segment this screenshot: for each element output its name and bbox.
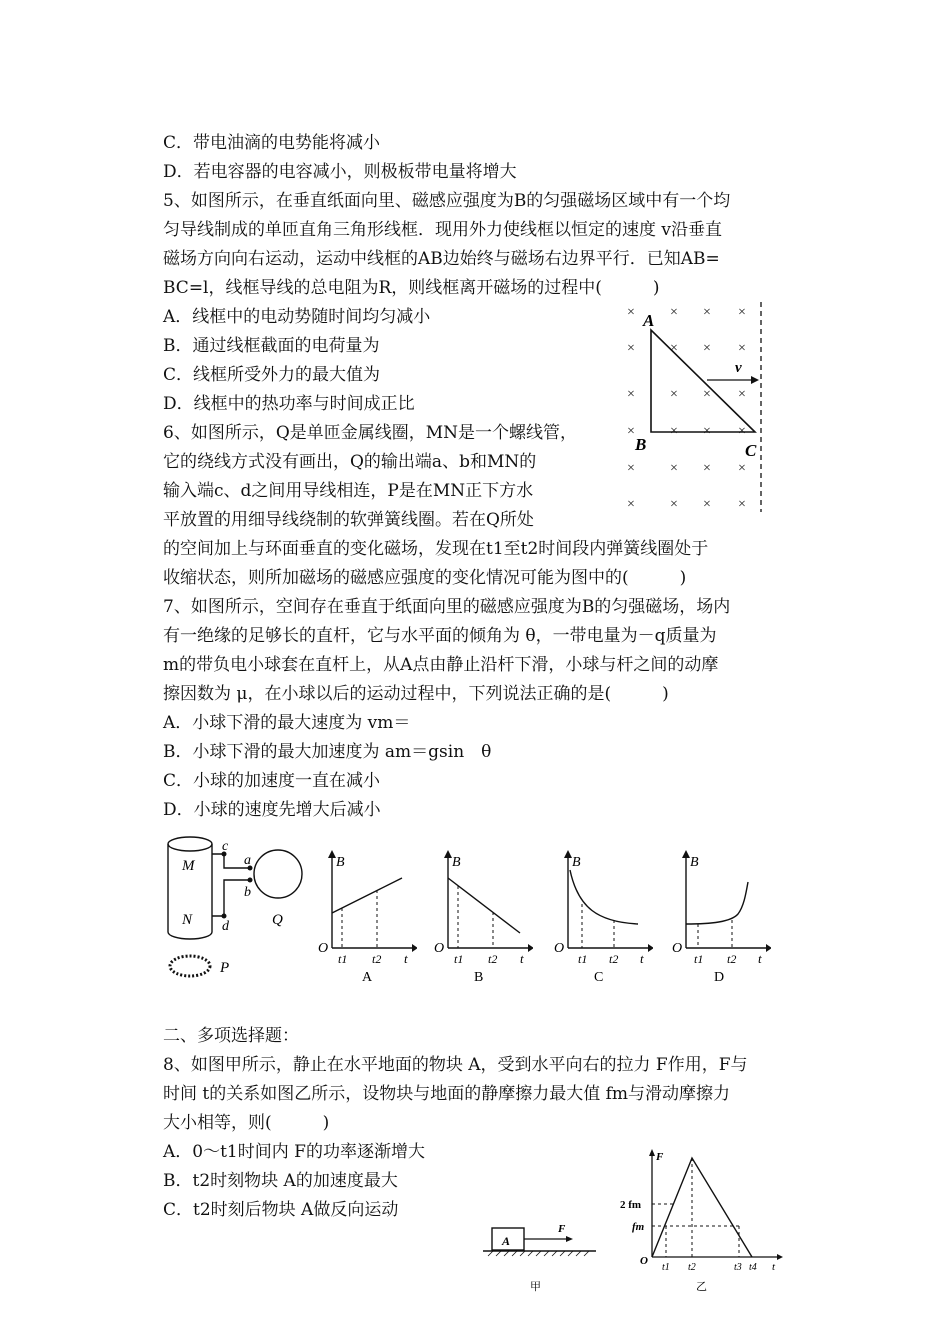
svg-text:F: F	[656, 1151, 664, 1163]
svg-text:×: ×	[627, 341, 635, 356]
svg-text:×: ×	[738, 387, 746, 402]
vertex-b-label: B	[635, 435, 647, 454]
svg-text:×: ×	[703, 424, 711, 439]
question-5-line2: 匀导线制成的单匝直角三角形线框．现用外力使线框以恒定的速度 v沿垂直	[163, 220, 723, 240]
spring-coil-p-label: P	[220, 960, 230, 976]
svg-text:×: ×	[670, 424, 678, 439]
svg-text:×: ×	[627, 497, 635, 512]
svg-text:fm: fm	[632, 1221, 645, 1233]
svg-text:t2: t2	[609, 952, 619, 966]
svg-text:O: O	[434, 941, 445, 956]
question-7-line3: m的带负电小球套在直杆上，从A点由静止沿杆下滑，小球与杆之间的动摩	[163, 655, 719, 675]
terminal-b-label: b	[244, 885, 251, 900]
question-7-option-a: A．小球下滑的最大速度为 vm＝	[163, 713, 411, 733]
question-7-option-b: B．小球下滑的最大加速度为 am＝gsin θ	[163, 742, 492, 762]
question-7-line2: 有一绝缘的足够长的直杆，它与水平面的倾角为 θ，一带电量为－q质量为	[163, 626, 717, 646]
question-5-option-a: A．线框中的电动势随时间均匀减小	[163, 307, 431, 327]
graph-a-caption: A	[362, 970, 373, 984]
svg-text:t1: t1	[578, 952, 588, 966]
question-6-line4: 平放置的用细导线绕制的软弹簧线圈。若在Q所处	[163, 510, 534, 530]
question-8-line2: 时间 t的关系如图乙所示，设物块与地面的静摩擦力最大值 fm与滑动摩擦力	[163, 1084, 731, 1104]
svg-text:t1: t1	[338, 952, 348, 966]
option-5c-prev: C．带电油滴的电势能将减小	[163, 133, 381, 153]
svg-text:×: ×	[703, 497, 711, 512]
question-7-line1: 7、如图所示，空间存在垂直于纸面向里的磁感应强度为B的匀强磁场，场内	[163, 597, 731, 617]
question-8-option-b: B．t2时刻物块 A的加速度最大	[163, 1171, 398, 1191]
svg-text:×: ×	[738, 305, 746, 320]
graph-a-curve	[332, 878, 402, 913]
svg-text:B: B	[452, 855, 461, 870]
svg-text:t4: t4	[749, 1262, 757, 1273]
graph-d	[666, 848, 771, 984]
graph-d-curve	[686, 882, 748, 924]
svg-text:×: ×	[738, 424, 746, 439]
question-5-option-c: C．线框所受外力的最大值为	[163, 365, 381, 385]
section-heading: 二、多项选择题：	[163, 1026, 299, 1046]
terminal-a-label: a	[244, 853, 251, 868]
graph-b-caption: B	[474, 970, 484, 984]
svg-text:t2: t2	[372, 952, 382, 966]
graph-c-caption: C	[594, 970, 604, 984]
question-5-line3: 磁场方向向右运动，运动中线框的AB边始终与磁场右边界平行．已知AB=	[163, 249, 720, 269]
svg-text:×: ×	[670, 497, 678, 512]
option-5d-prev: D．若电容器的电容减小，则极板带电量将增大	[163, 162, 517, 182]
solenoid-m-label: M	[182, 858, 195, 874]
svg-text:×: ×	[703, 461, 711, 476]
question-5-option-d: D．线框中的热功率与时间成正比	[163, 394, 415, 414]
svg-text:t2: t2	[688, 1262, 696, 1273]
svg-text:O: O	[672, 941, 683, 956]
svg-text:F: F	[558, 1223, 566, 1235]
question-8-option-a: A．0～t1时间内 F的功率逐渐增大	[163, 1142, 425, 1162]
graph-b-curve	[448, 878, 520, 933]
question-5-line1: 5、如图所示，在垂直纸面向里、磁感应强度为B的匀强磁场区域中有一个均	[163, 191, 731, 211]
svg-text:×: ×	[703, 305, 711, 320]
spring-coil-p	[170, 956, 210, 976]
question-6-line2: 它的绕线方式没有画出，Q的输出端a、b和MN的	[163, 452, 537, 472]
question-6-line3: 输入端c、d之间用导线相连，P是在MN正下方水	[163, 481, 534, 501]
question-7-option-c: C．小球的加速度一直在减小	[163, 771, 381, 791]
question-8-line1: 8、如图甲所示，静止在水平地面的物块 A，受到水平向右的拉力 F作用，F与	[163, 1055, 748, 1075]
question-6-line6: 收缩状态，则所加磁场的磁感应强度的变化情况可能为图中的( )	[163, 568, 687, 588]
force-graph-caption: 乙	[696, 1281, 707, 1293]
block-figure	[478, 1218, 603, 1298]
force-curve	[652, 1158, 752, 1257]
vertex-c-label: C	[745, 441, 757, 460]
svg-text:×: ×	[738, 341, 746, 356]
svg-text:×: ×	[738, 461, 746, 476]
svg-text:B: B	[690, 855, 699, 870]
solenoid-n-label: N	[182, 912, 193, 928]
velocity-label: v	[735, 360, 742, 376]
question-8-line3: 大小相等，则( )	[163, 1113, 330, 1133]
terminal-c-label: c	[222, 839, 229, 854]
block-figure-caption: 甲	[530, 1281, 541, 1293]
question-8-option-c: C．t2时刻后物块 A做反向运动	[163, 1200, 399, 1220]
svg-text:t: t	[772, 1261, 776, 1273]
svg-text:×: ×	[670, 305, 678, 320]
force-time-graph	[612, 1140, 792, 1295]
svg-text:×: ×	[627, 424, 635, 439]
svg-text:t: t	[520, 951, 524, 966]
graph-b	[428, 848, 533, 984]
coil-apparatus-figure	[160, 830, 310, 990]
svg-text:2 fm: 2 fm	[620, 1199, 642, 1211]
svg-text:t1: t1	[694, 952, 704, 966]
svg-text:t: t	[404, 951, 408, 966]
question-7-option-d: D．小球的速度先增大后减小	[163, 800, 381, 820]
svg-text:t2: t2	[488, 952, 498, 966]
svg-text:t1: t1	[454, 952, 464, 966]
triangle-field-figure	[615, 298, 775, 518]
svg-text:B: B	[336, 855, 345, 870]
vertex-a-label: A	[643, 311, 655, 330]
loop-q-label: Q	[272, 912, 283, 928]
svg-text:t2: t2	[727, 952, 737, 966]
svg-text:×: ×	[670, 341, 678, 356]
svg-text:B: B	[572, 855, 581, 870]
question-5-line4: BC=l，线框导线的总电阻为R，则线框离开磁场的过程中( )	[163, 278, 660, 298]
svg-text:t3: t3	[734, 1262, 742, 1273]
svg-text:t1: t1	[662, 1262, 670, 1273]
svg-text:O: O	[554, 941, 565, 956]
svg-text:×: ×	[670, 387, 678, 402]
svg-text:×: ×	[627, 461, 635, 476]
question-5-option-b: B．通过线框截面的电荷量为	[163, 336, 380, 356]
svg-text:×: ×	[703, 341, 711, 356]
svg-text:×: ×	[670, 461, 678, 476]
svg-text:×: ×	[627, 387, 635, 402]
graph-c-curve	[570, 870, 638, 924]
svg-text:O: O	[318, 941, 329, 956]
svg-text:t: t	[640, 951, 644, 966]
graph-c	[548, 848, 653, 984]
question-7-line4: 擦因数为 μ，在小球以后的运动过程中，下列说法正确的是( )	[163, 684, 669, 704]
svg-text:×: ×	[738, 497, 746, 512]
svg-text:×: ×	[703, 387, 711, 402]
svg-text:A: A	[502, 1234, 511, 1248]
graph-a	[312, 848, 417, 984]
field-crosses	[627, 305, 746, 512]
graph-d-caption: D	[714, 970, 725, 984]
question-6-line5: 的空间加上与环面垂直的变化磁场，发现在t1至t2时间段内弹簧线圈处于	[163, 539, 709, 559]
question-6-line1: 6、如图所示，Q是单匝金属线圈，MN是一个螺线管，	[163, 423, 578, 443]
loop-q	[254, 850, 302, 898]
svg-text:×: ×	[627, 305, 635, 320]
svg-text:t: t	[758, 951, 762, 966]
svg-text:O: O	[640, 1255, 648, 1267]
terminal-d-label: d	[222, 919, 229, 934]
